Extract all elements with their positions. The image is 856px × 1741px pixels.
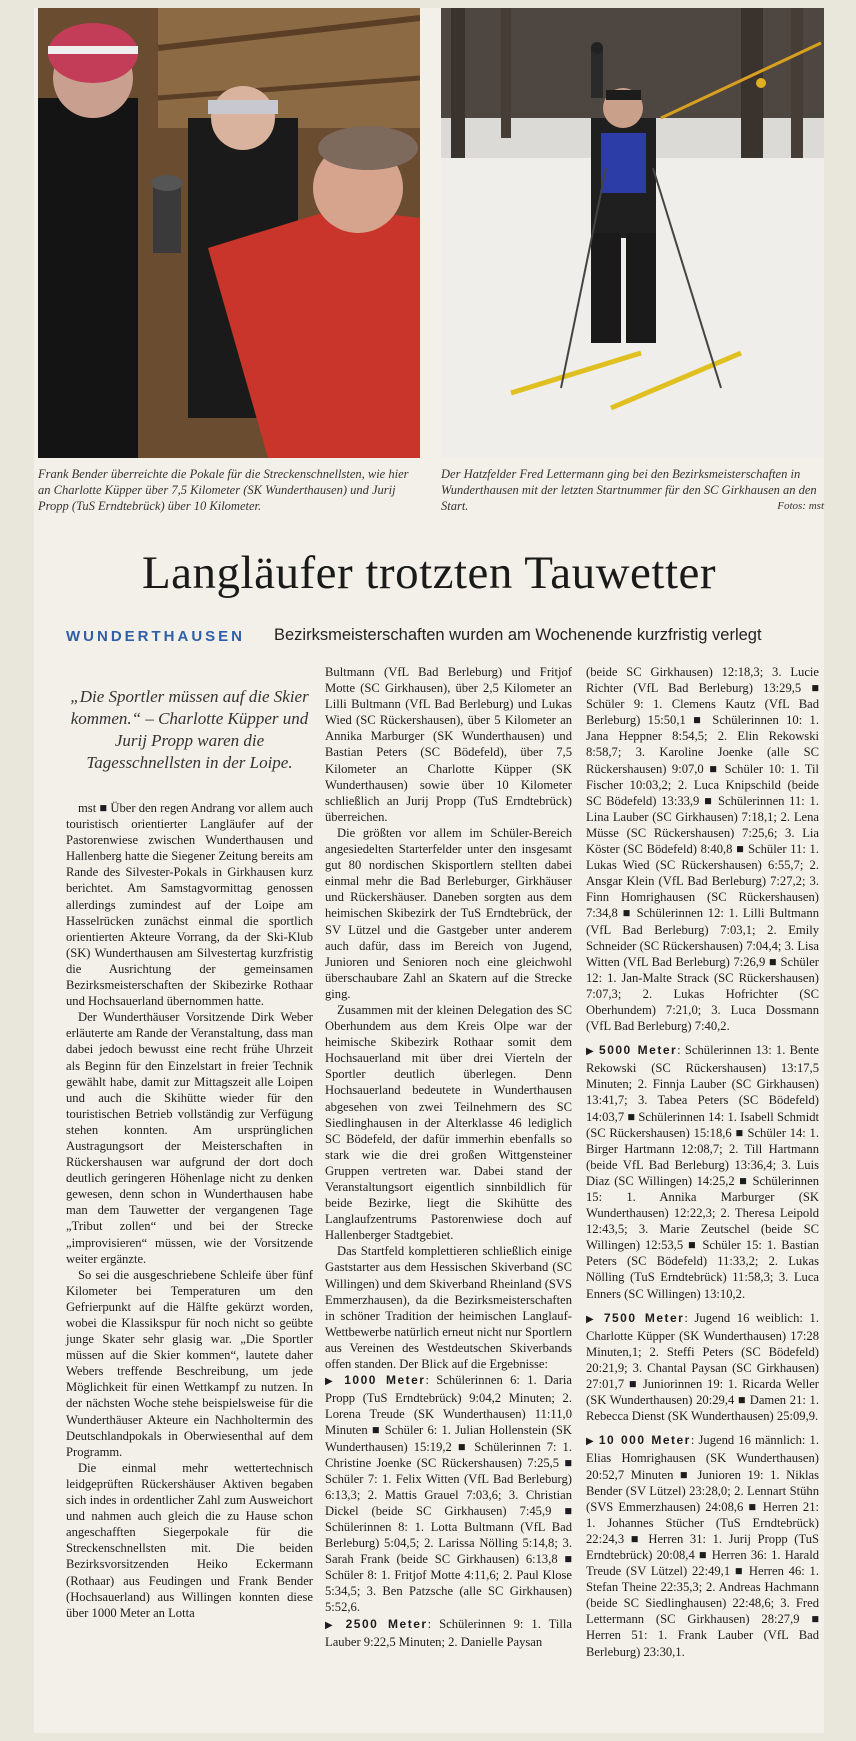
distance-label: 10 000 Meter — [598, 1433, 691, 1448]
headline: Langläufer trotzten Tauwetter — [141, 547, 717, 599]
body-paragraph: Das Startfeld komplettieren schließlich einige Gaststarter aus dem Hessischen Skiverband (SC Willingen) und dem Skiverband Rheinland (SVS Emmerzhausen), da die Bezirksmeisterschaften in schöner Tradition der heimischen Langlauf-Wettbewerbe natürlich erneut nicht nur Sportlern aus Vereinen des Westdeutschen Skiverbands offen standen. Der Blick auf die Ergebnisse: — [325, 1244, 572, 1372]
results-2500m-cont: (beide SC Girkhausen) 12:18,3; 3. Lucie Richter (VfL Bad Berleburg) 13:29,5 ■ Schüler 9: 1. Clemens Kautz (VfL Bad Berleburg) 15:50,1 ■ Schülerinnen 10: 1. Jana Heppner 8:54,5; 2. Elin Rekowski 8:58,7; 3. Karoline Joenke (alle SC Rückershausen) 9:07,0 ■ Schüler 10: 1. Til Fischer 10:03,2; 2. Luca Knipschild (beide SC Bödefeld) 13:33,9 ■ Schülerinnen 11: 1. Lina Lauber (SC Girkhausen) 7:18,1; 2. Lena Müsse (SC Rückershausen) 7:25,6; 3. Lia Köster (SC Bödefeld) 8:40,8 ■ Schüler 11: 1. Lukas Wied (SC Rückershausen) 6:55,7; 2. Ansgar Klein (VfL Bad Berleburg) 7:27,2; 3. Finn Homrighausen (SC Rückershausen) 7:34,8 ■ Schülerinnen 12: 1. Lilli Bultmann (VfL Bad Berleburg) 7:03,1; 2. Emily Schneider (SC Rückershausen) 7:04,4; 3. Lisa Witten (VfL Bad Berleburg) 7:26,9 ■ Schüler 12: 1. Jan-Malte Strack (SC Rückershausen) 7:07,3; 2. Lukas Hofrichter (SC Oberhundem) 7:21,0; 3. Luca Dossmann (VfL Bad Berleburg) 7:40,2. — [586, 665, 819, 1034]
results-text-preview: : Schülerinnen 9: 1. Tilla Lauber 9:22,5 Minuten; 2. Danielle Paysan — [325, 1616, 572, 1649]
body-paragraph: mst ■ Über den regen Andrang vor allem auch touristisch orientierter Langläufer auf der Pastorenwiese zwischen Wunderthausen und Hallenberg hatte die Siegener Zeitung bereits am Rande des Silvester-Pokals in Girkhausen kurz berichtet. Am Samstagvormittag genossen allerdings zumindest auf der Loipe am Hasselrücken zunächst einmal die sportlich orientierten Akteure Vorrang, da der Ski-Klub (SK) Wunderthausen am Silvestertag kurzfristig die Ausrichtung der gemeinsamen Bezirksmeisterschaften der Skibezirke Rothaar und Hochsauerland übernommen hatte. — [66, 801, 313, 1009]
left-photo-caption: Frank Bender überreichte die Pokale für die Streckenschnellsten, wie hier an Charlotte Küpper über 7,5 Kilometer (SK Wunderthausen) und Jurij Propp (TuS Erndtebrück) über 10 Kilometer. — [38, 467, 409, 513]
skier-photo — [441, 8, 824, 458]
award-ceremony-photo — [38, 8, 420, 458]
arrow-icon: ▶ — [586, 1046, 595, 1058]
results-2500m-start — [325, 1616, 572, 1650]
right-photo-caption — [441, 466, 824, 514]
distance-label: 1000 Meter — [344, 1373, 426, 1388]
skier-illustration — [441, 8, 824, 458]
arrow-icon: ▶ — [586, 1436, 595, 1448]
results-text: : Schülerinnen 6: 1. Daria Propp (TuS Erndtebrück) 9:04,2 Minuten; 2. Lorena Treude (SK Wunderthausen) 11:11,0 Minuten ■ Schüler 6: 1. Julian Hollenstein (SK Wunderthausen) 15:19,2 ■ Schülerinnen 7: 1. Christine Joenke (SC Rückershausen) 7:25,5 ■ Schüler 7: 1. Felix Witten (VfL Bad Berleburg) 6:13,3; 2. Mattis Grauel 7:03,6; 3. Christian Dickel (beide SC Girkhausen) 7:45,9 ■ Schülerinnen 8: 1. Lotta Bultmann (VfL Bad Berleburg) 5:04,5; 2. Larissa Nölling 5:14,8; 3. Sarah Frank (beide SC Girkhausen) 6:13,8 ■ Schüler 8: 1. Fritjof Motte 4:11,6; 2. Paul Klose 5:34,5; 3. Ben Patzsche (alle SC Girkhausen) 5:52,6. — [325, 1373, 572, 1615]
arrow-icon: ▶ — [325, 1376, 337, 1388]
results-text: : Schülerinnen 13: 1. Bente Rekowski (SC Rückershausen) 13:17,5 Minuten; 2. Finnja Lauber (SC Girkhausen) 13:41,7; 3. Tabea Peters (SC Bödefeld) 14:03,7 ■ Schülerinnen 14: 1. Isabell Schmidt (SC Rückershausen) 15:18,6 ■ Schüler 14: 1. Birger Hartmann 12:08,7; 2. Till Hartmann (beide VfL Bad Berleburg) 13:36,4; 3. Luis Diaz (SC Willingen) 14:25,2 ■ Schülerinnen 15: 1. Annika Marburger (SK Wunderthausen) 12:22,3; 2. Theresa Leipold 12:43,5; 3. Marie Zeutschel (beide SC Willingen) 12:53,5 ■ Schüler 15: 1. Bastian Peters (SC Bödefeld) 11:33,2; 2. Lukas Nölling (TuS Erndtebrück) 11:58,3; 3. Luca Enners (SC Willingen) 13:10,2. — [586, 1043, 819, 1301]
body-paragraph: So sei die ausgeschriebene Schleife über fünf Kilometer bei Temperaturen um den Gefrierpunkt auf die Hälfte gekürzt worden, wobei die Klassikspur für noch nicht so geübte junge Skater sehr glasig war. „Die Sportler müssen auf die Skier kommen“, lautete daher Webers treffende Beschreibung, um jede Möglichkeit für einen Wettkampf zu nutzen. In der nächsten Woche stehe beispielsweise für die Wunderthäuser Akteure ein Nachholtermin des Deutschlandpokals in Oberwiesenthal auf dem Programm. — [66, 1267, 313, 1459]
results-text: : Jugend 16 weiblich: 1. Charlotte Küpper (SK Wunderthausen) 17:28 Minuten,1; 2. Steffi Peters (SC Bödefeld) 20:21,9; 3. Chantal Paysan (SC Girkhausen) 27:01,7 ■ Juniorinnen 19: 1. Ricarda Weller (SK Wunderthausen) 20:29,4 ■ Damen 21: 1. Rebecca Dienst (SK Wunderthausen) 25:09,9. — [586, 1310, 819, 1424]
arrow-icon: ▶ — [586, 1313, 598, 1325]
right-caption-text: Der Hatzfelder Fred Lettermann ging bei den Bezirksmeisterschaften in Wunderthausen mit der letzten Startnummer für den SC Girkhausen an den Start. — [441, 467, 817, 513]
body-paragraph: Die größten vor allem im Schüler-Bereich angesiedelten Starterfelder unter den insgesamt gut 80 nordischen Skisportlern stellten dabei einmal mehr die Bad Berleburger, Girkhäuser und Rückershäuser. Daneben sorgten aus dem heimischen Skibezirk der TuS Erndtebrück, der SV Lützel und die Gastgeber unter anderem auch dafür, dass im Bereich von Jugend, Junioren und Senioren noch eine gleichwohl überschaubare Zahl an Skatern auf die Strecke ging. — [325, 825, 572, 1001]
award-ceremony-illustration — [38, 8, 420, 458]
results-text: : Jugend 16 männlich: 1. Elias Homrighausen (SK Wunderthausen) 20:52,7 Minuten ■ Junioren 19: 1. Niklas Bender (SV Lützel) 23:28,0; 2. Lennart Stühn (SVS Emmerzhausen) 24:08,6 ■ Herren 21: 1. Johannes Stücher (TuS Erndtebrück) 22:24,3 ■ Herren 31: 1. Jurij Propp (TuS Erndtebrück) 20:08,4 ■ Herren 36: 1. Harald Treude (SV Lützel) 22:49,1 ■ Herren 46: 1. Stefan Theine 22:35,3; 2. Andreas Hachmann (beide SC Siedlinghausen) 22:48,6; 3. Fred Lettermann (SC Girkhausen) 28:27,9 ■ Herren 51: 1. Frank Lauber (VfL Bad Berleburg) 23:30,1. — [586, 1433, 819, 1659]
body-paragraph: Zusammen mit der kleinen Delegation des SC Oberhundem aus dem Kreis Olpe war der heimische Skibezirk Rothaar somit dem Hochsauerland mit über drei Vierteln der Sportler deutlich überlegen. Denn Hochsauerland bedeutete in Wunderthausen abgesehen von zwei Teilnehmern des SC Siedlinghausen in der Alterklasse 46 lediglich SC Bödefeld, der dafür immerhin ebenfalls so stark wie die drei großen Wittgensteiner Gruppen vertreten war. Dabei stand der Veranstaltungsort eigentlich sinnbildlich für beide Bezirke, liegt die Skihütte des Langlaufzentrums Pastorenwiese doch auf Hallenberger Stadtgebiet. — [325, 1002, 572, 1243]
body-paragraph: Der Wunderthäuser Vorsitzende Dirk Weber erläuterte am Rande der Veranstaltung, dass man dabei jedoch bewusst eine recht frühe Uhrzeit als Beginn für den Einzelstart in freier Technik gewählt habe, damit zur Mittagszeit alle Loipen und auch die Skihütte wieder für den touristischen Betrieb vollständig zur Verfügung stehen konnten. Am ursprünglichen Austragungsort der Meisterschaften in Rückershausen war aufgrund der dort doch deutlich geringeren Höhenlage nicht zu denken gewesen, denn schon in Wunderthausen habe man dem Tauwetter der vergangenen Tage „Tribut zollen“ und bei der Strecke „improvisieren“ müssen, wie der Vorsitzende weiter ergänzte. — [66, 1010, 313, 1266]
column-1 — [66, 664, 313, 1621]
body-paragraph: Die einmal mehr wettertechnisch leidgeprüften Rückershäuser Aktiven begaben sich indes in ordentlicher Zahl zum Ausweichort und nahmen auch gleich die zu Hause schon angeschafften Siegerpokale für die Streckenschnellsten mit. Die beiden Bezirksvorsitzenden Heiko Eckermann (Rothaar) aus Feudingen und Frank Bender (Hochsauerland) aus Willingen konnten diese über 1000 Meter an Lotta — [66, 1460, 313, 1620]
subheadline: Bezirksmeisterschaften wurden am Wochenende kurzfristig verlegt — [274, 626, 762, 644]
distance-label: 7500 Meter — [603, 1310, 685, 1325]
pull-quote: „Die Sportler müssen auf die Skier kommen.“ – Charlotte Küpper und Jurij Propp waren die Tagesschnellsten in der Loipe. — [70, 687, 309, 772]
column-3 — [586, 664, 819, 1660]
results-7500m — [586, 1310, 819, 1425]
results-1000m — [325, 1372, 572, 1615]
column-2 — [325, 664, 572, 1650]
photo-credit: Fotos: mst — [777, 500, 824, 512]
results-10000m — [586, 1432, 819, 1659]
results-5000m — [586, 1042, 819, 1302]
arrow-icon: ▶ — [325, 1619, 338, 1631]
distance-label: 5000 Meter — [599, 1043, 678, 1058]
body-paragraph: Bultmann (VfL Bad Berleburg) und Fritjof Motte (SC Girkhausen), über 2,5 Kilometer an Lilli Bultmann (VfL Bad Berleburg) und Lukas Wied (SC Rückershausen), über 5 Kilometer an Annika Marburger (SK Wunderthausen) und Bastian Peters (SC Bödefeld), über 7,5 Kilometer an Charlotte Küpper (SK Wunderthausen) sowie über 10 Kilometer schließlich an Jurij Propp (TuS Erndtebrück) überreichen. — [325, 665, 572, 824]
distance-label: 2500 Meter — [345, 1616, 428, 1631]
newspaper-page — [34, 8, 824, 1733]
kicker: WUNDERTHAUSEN — [66, 628, 245, 645]
